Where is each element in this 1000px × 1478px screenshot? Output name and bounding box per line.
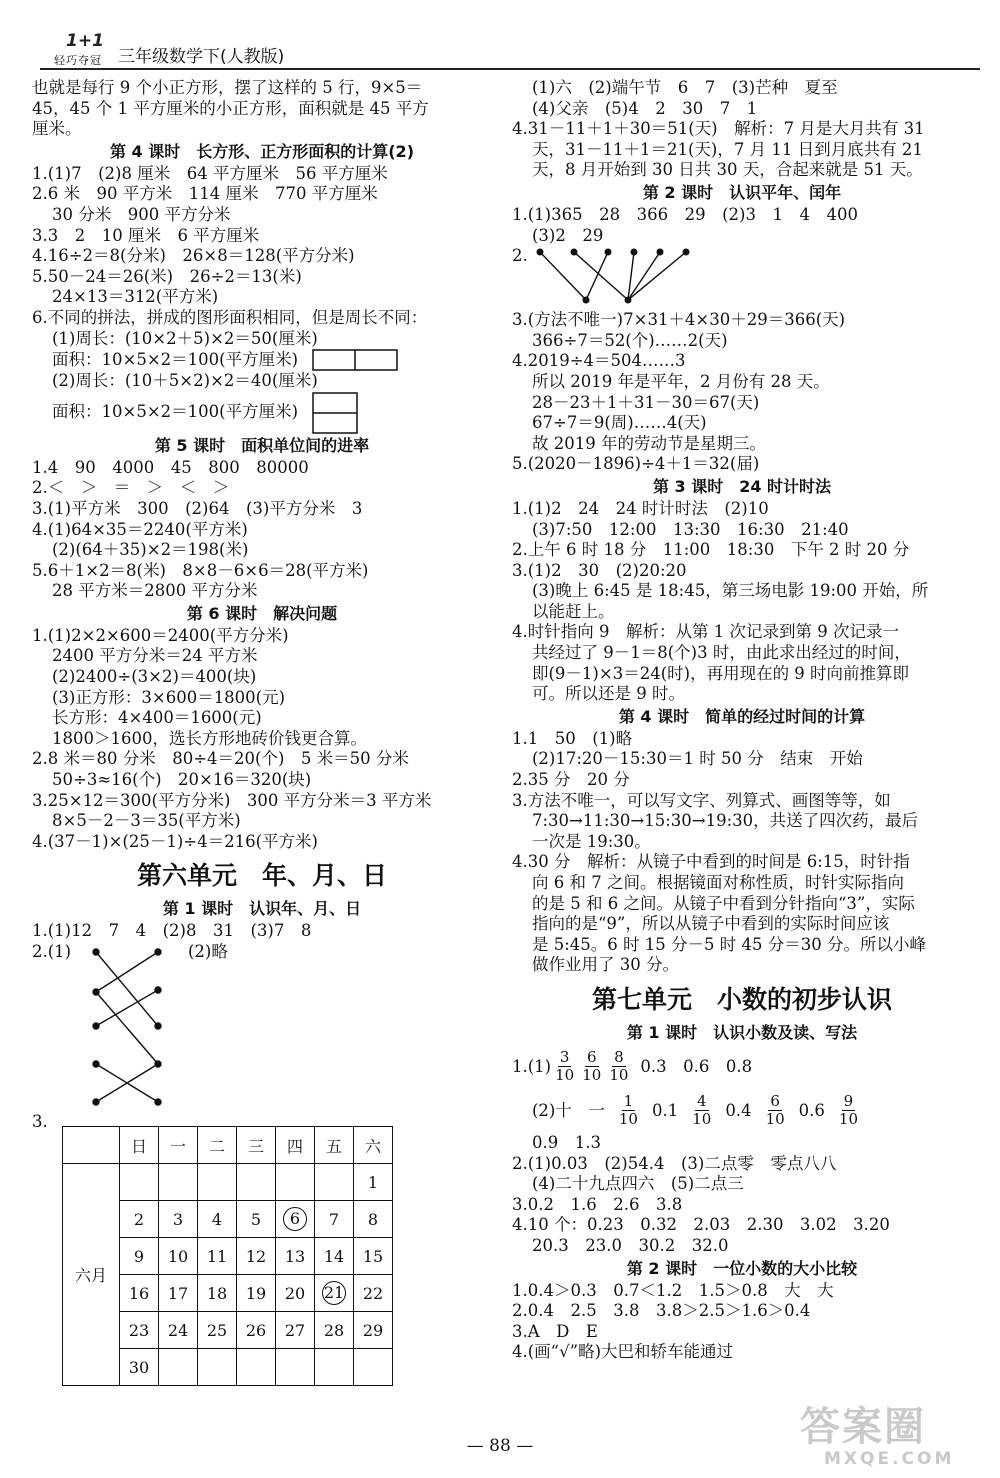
text-line: 50÷3≈16(个) 20×16＝320(块) [52, 770, 312, 790]
calendar-cell [237, 1349, 276, 1386]
lesson-title: 第 3 课时 24 时计时法 [652, 476, 832, 496]
fraction [839, 1093, 858, 1128]
page-number: — 88 — [466, 1436, 534, 1456]
circled-date: 6 [283, 1207, 307, 1231]
weekday-header: 三 [237, 1127, 276, 1164]
decimal-value: 0.1 [651, 1100, 679, 1120]
text-line: 做作业用了 30 分。 [532, 955, 679, 975]
fraction [692, 1093, 711, 1128]
text-line: 共经过了 9－1＝8(个)3 时，由此求出经过的时间， [532, 643, 911, 663]
numerator: 4 [696, 1092, 707, 1111]
text-line: 3.A D E [512, 1321, 598, 1341]
denominator: 10 [609, 1066, 629, 1085]
rectangle-diagram-horizontal [312, 349, 398, 371]
fraction [582, 1049, 601, 1084]
calendar-cell: 25 [198, 1312, 237, 1349]
lesson-title: 第 4 课时 简单的经过时间的计算 [618, 706, 866, 726]
calendar-cell: 4 [198, 1201, 237, 1238]
calendar-cell: 2 [120, 1201, 159, 1238]
calendar-cell: 23 [120, 1312, 159, 1349]
text-line: 30 分米 900 平方分米 [52, 204, 231, 224]
lesson-title: 第 6 课时 解决问题 [186, 603, 338, 623]
unit-title: 第七单元 小数的初步认识 [591, 984, 892, 1014]
decimal-value: 0.4 [725, 1100, 752, 1120]
text-line: 3.方法不唯一，可以写文字、列算式、画图等等，如 [512, 790, 891, 810]
lesson-title: 第 1 课时 认识小数及读、写法 [626, 1022, 858, 1042]
watermark [800, 1405, 990, 1473]
text-line: 4.16÷2＝8(分米) 26×8＝128(平方分米) [32, 246, 355, 266]
lesson-title: 第 2 课时 一位小数的大小比较 [626, 1258, 858, 1278]
weekday-header: 二 [198, 1127, 237, 1164]
text-line: 366÷7＝52(个)……2(天) [532, 330, 728, 350]
text-line: 一次是 19:30。 [532, 831, 651, 851]
text-line: 1.(1)12 7 4 (2)8 31 (3)7 8 [32, 921, 312, 941]
fraction [619, 1093, 638, 1128]
calendar-cell [315, 1164, 354, 1201]
text-line: (4)父亲 (5)4 2 30 7 1 [532, 98, 758, 118]
fraction-line [512, 1045, 972, 1089]
question-label: 1.(1) [512, 1056, 552, 1076]
text-line: 8×5－2－3＝35(平方米) [52, 811, 241, 831]
text-line [32, 392, 492, 434]
text-line: 1.(1)7 (2)8 厘米 64 平方厘米 56 平方厘米 [32, 163, 388, 183]
calendar-cell [159, 1164, 198, 1201]
denominator: 10 [838, 1110, 858, 1129]
calendar-cell [237, 1164, 276, 1201]
brand-logo [52, 32, 122, 66]
calendar-cell: 8 [354, 1201, 393, 1238]
denominator: 10 [618, 1110, 638, 1129]
text-line: 4.(1)64×35＝2240(平方米) [32, 519, 248, 539]
watermark-logo: 答案圈 [800, 1404, 926, 1450]
question-label: 2. [512, 246, 528, 266]
text-line: 3.0.2 1.6 2.6 3.8 [512, 1194, 683, 1214]
text-line: 天，8 月开始到 30 日共 30 天，合起来就是 51 天。 [532, 160, 923, 180]
page-header [40, 30, 980, 70]
weekday-header: 五 [315, 1127, 354, 1164]
text-line: 67÷7＝9(周)……4(天) [532, 413, 707, 433]
calendar-cell: 30 [120, 1349, 159, 1386]
area-text: 面积：10×5×2＝100(平方厘米) [52, 349, 299, 369]
numerator: 9 [843, 1092, 854, 1111]
calendar-cell: 22 [354, 1275, 393, 1312]
text-line: 3.(1)平方米 300 (2)64 (3)平方分米 3 [32, 498, 363, 518]
month-matching-diagram [536, 246, 706, 308]
text-line: 1800＞1600，选长方形地砖价钱更合算。 [52, 728, 367, 748]
calendar-cell: 20 [276, 1275, 315, 1312]
text-line: 3.(方法不唯一)7×31＋4×30＋29＝366(天) [512, 310, 846, 330]
text-line: (2)2400÷(3×2)＝400(块) [52, 667, 257, 687]
denominator: 10 [555, 1066, 575, 1085]
text-line: 天，31－11＋1＝21(天)，7 月 11 日到月底共有 21 [532, 139, 923, 159]
text-line: 2.上午 6 时 18 分 11:00 18:30 下午 2 时 20 分 [512, 540, 910, 560]
fraction [766, 1093, 785, 1128]
text-line: 1.(1)2×2×600＝2400(平方分米) [32, 625, 289, 645]
text-line: 4.(画“√”略)大巴和轿车能通过 [512, 1342, 734, 1362]
text-line: 2.6 米 90 平方米 114 厘米 770 平方厘米 [32, 184, 378, 204]
lesson-title: 第 1 课时 认识年、月、日 [162, 899, 362, 919]
text-line: 4.2019÷4＝504……3 [512, 351, 686, 371]
text-line: 是 5:45。6 时 15 分－5 时 45 分＝30 分。所以小峰 [532, 934, 926, 954]
text-line: 1.1 50 (1)略 [512, 728, 633, 748]
calendar-cell [120, 1164, 159, 1201]
calendar-table [62, 1126, 393, 1386]
calendar-cell: 1 [354, 1164, 393, 1201]
text-line: 以能赶上。 [532, 601, 615, 621]
calendar-cell: 7 [315, 1201, 354, 1238]
denominator: 10 [692, 1110, 712, 1129]
answer-prefix: (2)十 一 [532, 1100, 605, 1120]
unit-title: 第六单元 年、月、日 [136, 861, 387, 891]
text-line: 5.6＋1×2＝8(米) 8×8－6×6＝28(平方米) [32, 560, 369, 580]
text-line: (3)2 29 [532, 225, 604, 245]
text-line: 也就是每行 9 个小正方形，摆了这样的 5 行，9×5＝ [32, 78, 423, 97]
denominator: 10 [582, 1066, 602, 1085]
text-line: 6.不同的拼法，拼成的图形面积相同，但是周长不同： [32, 307, 428, 327]
fraction [555, 1049, 574, 1084]
text-line: (1)周长：(10×2＋5)×2＝50(厘米) [52, 328, 318, 348]
text-line: (1)六 (2)端午节 6 7 (3)芒种 夏至 [532, 78, 838, 97]
weekday-header: 四 [276, 1127, 315, 1164]
calendar-cell [276, 1349, 315, 1386]
text-line: 4.时针指向 9 解析：从第 1 次记录到第 9 次记录一 [512, 622, 899, 642]
calendar-cell [276, 1164, 315, 1201]
text-line: 45，45 个 1 平方厘米的小正方形，面积就是 45 平方 [32, 98, 429, 118]
calendar-corner [63, 1127, 120, 1164]
calendar-cell: 5 [237, 1201, 276, 1238]
question-label: 3. [32, 1112, 48, 1131]
calendar-cell: 15 [354, 1238, 393, 1275]
text-line: 2.＜ ＞ ＝ ＞ ＜ ＞ [32, 478, 230, 498]
right-column [512, 78, 972, 1363]
logo-brand: 轻巧夺冠 [54, 54, 102, 67]
numerator: 3 [559, 1048, 570, 1067]
calendar-cell: 3 [159, 1201, 198, 1238]
question-label: 2.(1) [32, 942, 72, 961]
numerator: 6 [586, 1048, 597, 1067]
calendar-cell-circled [315, 1275, 354, 1312]
text-line: 4.10 个：0.23 0.32 2.03 2.30 3.02 3.20 [512, 1215, 890, 1235]
text-line: 3.25×12＝300(平方分米) 300 平方分米＝3 平方米 [32, 790, 432, 810]
text-line: 24×13＝312(平方米) [52, 287, 219, 307]
text-line: 2.0.4 2.5 3.8 3.8＞2.5＞1.6＞0.4 [512, 1301, 811, 1321]
decimal-values: 0.3 0.6 0.8 [640, 1056, 753, 1076]
text-line: 长方形：4×400＝1600(元) [52, 708, 262, 728]
watermark-url: MXQE.COM [824, 1449, 955, 1469]
calendar-cell [354, 1349, 393, 1386]
text-line: 向 6 和 7 之间。根据镜面对称性质，时针实际指向 [532, 873, 904, 892]
calendar-cell: 19 [237, 1275, 276, 1312]
text-line: 28－23＋1＋31－30＝67(天) [532, 392, 760, 412]
book-title: 三年级数学下(人教版) [118, 47, 285, 67]
text-line: 2.8 米＝80 分米 80÷4＝20(个) 5 米＝50 分米 [32, 749, 409, 769]
calendar-cell: 28 [315, 1312, 354, 1349]
text-line: 2400 平方分米＝24 平方米 [52, 646, 258, 666]
text-line: 3.(1)2 30 (2)20:20 [512, 560, 687, 580]
matching-question [32, 942, 492, 1112]
text-line: (3)正方形：3×600＝1800(元) [52, 687, 286, 707]
text-line: 7:30→11:30→15:30→19:30，共送了四次药，最后 [532, 811, 919, 831]
text-line: 4.(37－1)×(25－1)÷4＝216(平方米) [32, 831, 318, 851]
calendar-cell-circled [276, 1201, 315, 1238]
text-line: 厘米。 [32, 119, 82, 139]
fraction-line [512, 1089, 972, 1133]
calendar-cell: 29 [354, 1312, 393, 1349]
denominator: 10 [765, 1110, 785, 1129]
text-line: 2.(1)0.03 (2)54.4 (3)二点零 零点八八 [512, 1153, 837, 1173]
text-line: 1.0.4＞0.3 0.7＜1.2 1.5＞0.8 大 大 [512, 1280, 834, 1300]
calendar-cell: 12 [237, 1238, 276, 1275]
lesson-title: 第 2 课时 认识平年、闰年 [642, 182, 842, 202]
area-text: 面积：10×5×2＝100(平方厘米) [52, 402, 299, 422]
text-line: 20.3 23.0 30.2 32.0 [532, 1235, 729, 1255]
fraction [609, 1049, 628, 1084]
text-line: 即(9－1)×3＝24(时)，再用现在的 9 时向前推算即 [532, 663, 910, 683]
text-line: 的是 5 和 6 之间。从镜子中看到分针指向“3”，实际 [532, 893, 915, 913]
text-line: (3)7:50 12:00 13:30 16:30 21:40 [532, 519, 849, 539]
calendar-cell: 13 [276, 1238, 315, 1275]
text-line: 1.(1)365 28 366 29 (2)3 1 4 400 [512, 204, 858, 224]
calendar-cell: 18 [198, 1275, 237, 1312]
calendar-question [32, 1112, 492, 1402]
weekday-header: 日 [120, 1127, 159, 1164]
text-line: 4.30 分 解析：从镜子中看到的时间是 6:15，时针指 [512, 852, 910, 872]
numerator: 1 [623, 1092, 634, 1111]
text-line: (2)17:20－15:30＝1 时 50 分 结束 开始 [532, 749, 863, 769]
calendar-cell: 24 [159, 1312, 198, 1349]
text-line: 4.31－11＋1＋30＝51(天) 解析：7 月是大月共有 31 [512, 119, 925, 139]
calendar-cell [198, 1164, 237, 1201]
text-line: (4)二十九点四六 (5)二点三 [532, 1174, 744, 1194]
numerator: 6 [770, 1092, 780, 1111]
calendar-cell: 26 [237, 1312, 276, 1349]
calendar-cell: 17 [159, 1275, 198, 1312]
calendar-cell [159, 1349, 198, 1386]
numerator: 8 [614, 1048, 624, 1067]
text-line: 28 平方米＝2800 平方分米 [52, 581, 258, 601]
calendar-cell: 9 [120, 1238, 159, 1275]
weekday-header: 一 [159, 1127, 198, 1164]
matching-lines-diagram [84, 946, 194, 1106]
calendar-cell [198, 1349, 237, 1386]
text-line: (2)周长：(10＋5×2)×2＝40(厘米) [52, 371, 318, 391]
lesson-title: 第 4 课时 长方形、正方形面积的计算(2) [109, 141, 415, 161]
text-line: 0.9 1.3 [532, 1132, 601, 1152]
calendar-cell: 14 [315, 1238, 354, 1275]
calendar-cell: 27 [276, 1312, 315, 1349]
text-line: (2)(64＋35)×2＝198(米) [52, 540, 249, 560]
question-answer: (2)略 [188, 942, 228, 961]
circled-date: 21 [322, 1281, 346, 1305]
text-line: 1.4 90 4000 45 800 80000 [32, 457, 309, 477]
text-line: 所以 2019 年是平年，2 月份有 28 天。 [532, 371, 830, 391]
month-matching-question [512, 246, 972, 310]
text-line: 指向的是“9”，所以从镜子中看到的实际时间应该 [532, 914, 890, 934]
calendar-cell: 10 [159, 1238, 198, 1275]
weekday-header: 六 [354, 1127, 393, 1164]
text-line: 3.3 2 10 厘米 6 平方厘米 [32, 225, 260, 245]
text-line [32, 349, 492, 371]
logo-mark: 1+1 [66, 31, 104, 51]
text-line: (3)晚上 6:45 是 18:45，第三场电影 19:00 开始，所 [532, 581, 929, 601]
calendar-cell: 16 [120, 1275, 159, 1312]
text-line: 5.50－24＝26(米) 26÷2＝13(米) [32, 266, 302, 286]
text-line: 故 2019 年的劳动节是星期三。 [532, 433, 766, 453]
calendar-cell: 11 [198, 1238, 237, 1275]
month-label: 六月 [63, 1164, 120, 1386]
text-line: 1.(1)2 24 24 时计时法 (2)10 [512, 498, 769, 518]
text-line: 可。所以还是 9 时。 [532, 684, 685, 704]
text-line: 2.35 分 20 分 [512, 770, 630, 790]
left-column [32, 78, 492, 1402]
decimal-value: 0.6 [798, 1100, 825, 1120]
text-line: 5.(2020－1896)÷4＋1＝32(届) [512, 454, 760, 474]
rectangle-diagram-vertical [312, 392, 358, 434]
calendar-cell [315, 1349, 354, 1386]
lesson-title: 第 5 课时 面积单位间的进率 [154, 435, 370, 455]
